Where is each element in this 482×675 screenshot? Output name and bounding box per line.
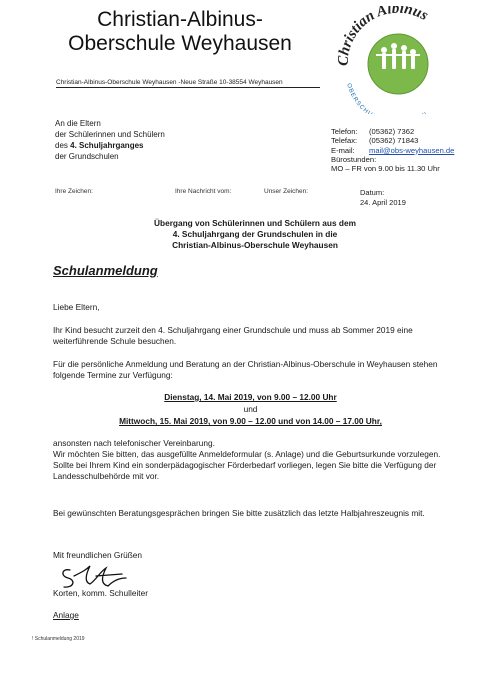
paragraph-1: Ihr Kind besucht zurzeit den 4. Schuljahrgang einer Grundschule und muss ab Sommer 2019 eine weiterführende Schule besuchen. — [53, 325, 413, 346]
recipient-line: der Grundschulen — [55, 152, 119, 161]
recipient-line: An die Eltern — [55, 119, 101, 128]
contact-block — [331, 127, 454, 173]
school-name-line2: Oberschule Weyhausen — [68, 32, 292, 55]
school-name-line1: Christian-Albinus- — [97, 8, 263, 31]
school-logo — [330, 6, 465, 114]
paragraph-3-line: Sollte bei Ihrem Kind ein sonderpädagogischer Förderbedarf vorliegen, legen Sie bitte die Verfügung der Landesschulbehörde mit vor. — [53, 460, 437, 481]
appointment-date-1: Dienstag, 14. Mai 2019, von 9.00 – 12.00 Uhr — [164, 392, 337, 402]
paragraph-3 — [53, 438, 448, 482]
signer-name: Korten, komm. Schulleiter — [53, 588, 148, 598]
ref-ihre-nachricht: Ihre Nachricht vom: — [175, 188, 232, 195]
logo-text-bottom: OBERSCH — [345, 82, 370, 114]
fax-label: Telefax: — [331, 136, 358, 146]
subject-block — [95, 218, 415, 251]
closing: Mit freundlichen Grüßen — [53, 550, 143, 560]
recipient-prefix: des — [55, 141, 71, 150]
subject-line: Christian-Albinus-Oberschule Weyhausen — [172, 240, 338, 250]
recipient-line: der Schülerinnen und Schülern — [55, 130, 165, 139]
office-hours: MO – FR von 9.00 bis 11.30 Uhr — [331, 164, 440, 174]
date-block — [360, 188, 406, 208]
letter-heading: Schulanmeldung — [53, 263, 158, 278]
salutation: Liebe Eltern, — [53, 302, 100, 312]
recipient-block — [55, 118, 165, 162]
phone-label: Telefon: — [331, 127, 358, 136]
recipient-grade: 4. Schuljahrganges — [70, 141, 144, 150]
paragraph-3-line: Wir möchten Sie bitten, das ausgefüllte Anmeldeformular (s. Anlage) und die Geburtsurkunde vorzulegen. — [53, 449, 441, 459]
paragraph-4: Bei gewünschten Beratungsgesprächen bringen Sie bitte zusätzlich das letzte Halbjahreszeugnis mit. — [53, 508, 425, 518]
paragraph-2: Für die persönliche Anmeldung und Beratung an der Christian-Albinus-Oberschule in Weyhausen stehen folgende Termine zur Verfügung: — [53, 359, 438, 380]
date-value: 24. April 2019 — [360, 198, 406, 207]
email-link[interactable]: mail@obs-weyhausen.de — [369, 145, 455, 155]
subject-line: 4. Schuljahrgang der Grundschulen in die — [172, 229, 338, 239]
school-name — [30, 8, 330, 56]
logo-text-top: Christian Albinus — [335, 6, 431, 67]
ref-unser-zeichen: Unser Zeichen: — [264, 188, 309, 195]
recipient-line — [55, 140, 165, 151]
fax-number: (05362) 71843 — [369, 136, 419, 146]
office-hours-label: Bürostunden: — [331, 154, 377, 164]
appointment-date-2: Mittwoch, 15. Mai 2019, von 9.00 – 12.00 und von 14.00 – 17.00 Uhr, — [119, 416, 382, 426]
sender-address-line: Christian-Albinus-Oberschule Weyhausen -Neue Straße 10-38554 Weyhausen — [56, 79, 320, 88]
appointment-and: und — [243, 404, 258, 414]
ref-ihre-zeichen: Ihre Zeichen: — [55, 188, 93, 195]
email-label: E-mail: — [331, 145, 355, 155]
attachment-label: Anlage — [53, 610, 79, 620]
subject-line: Übergang von Schülerinnen und Schülern aus dem — [154, 218, 356, 228]
footer-note: ! Schulanmeldung 2019 — [32, 636, 85, 642]
date-label: Datum: — [360, 188, 385, 197]
phone-number: (05362) 7362 — [369, 127, 415, 136]
school-logo-icon — [330, 6, 465, 114]
paragraph-3-line: ansonsten nach telefonischer Vereinbarung. — [53, 438, 215, 448]
